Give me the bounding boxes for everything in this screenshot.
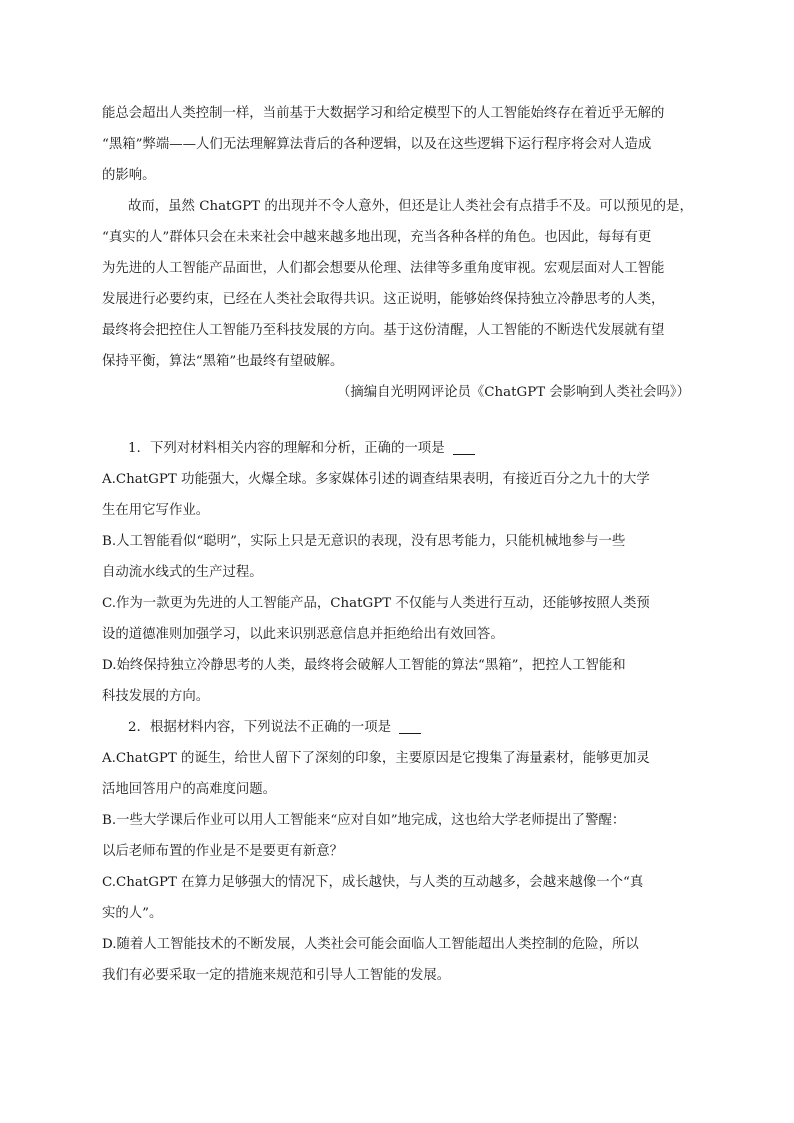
option-c [102,867,692,929]
option-line: 设的道德准则加强学习，以此来识别恶意信息并拒绝给出有效回答。 [102,627,504,642]
passage-line: 最终将会把控住人工智能乃至科技发展的方向。基于这份清醒，人工智能的不断迭代发展就有望 [102,323,665,338]
passage-paragraph-conclusion [102,191,692,377]
option-d [102,650,692,712]
passage-line: “真实的人”群体只会在未来社会中越来越多地出现，充当各种各样的角色。也因此，每每有更 [102,230,652,245]
option-line: 生在用它写作业。 [102,503,210,518]
option-d [102,929,692,991]
option-line: 活地回答用户的高难度问题。 [102,782,277,797]
question-stem [102,433,692,464]
question-2 [102,712,692,991]
question-number: 2. [128,720,141,735]
option-line: 我们有必要采取一定的措施来规范和引导人工智能的发展。 [102,968,451,983]
question-1 [102,433,692,712]
option-line: 实的人”。 [102,906,163,921]
question-number: 1. [128,441,141,456]
option-b [102,526,692,588]
option-line: 以后老师布置的作业是不是要更有新意？ [102,844,344,859]
passage-line: 的影响。 [102,168,156,183]
question-stem [102,712,692,743]
question-text: 根据材料内容，下列说法不正确的一项是 [150,720,392,735]
option-c [102,588,692,650]
section-spacer [102,408,692,433]
option-line: A.ChatGPT 的诞生，给世人留下了深刻的印象，主要原因是它搜集了海量素材，能够更加灵 [102,751,650,766]
option-line: B.一些大学课后作业可以用人工智能来“应对自如”地完成，这也给大学老师提出了警醒： [102,813,626,828]
passage-line: 发展进行必要约束，已经在人类社会取得共识。这正说明，能够始终保持独立冷静思考的人类， [102,292,665,307]
answer-blank[interactable] [399,719,421,734]
document-content [102,98,692,991]
option-a [102,743,692,805]
passage-line: 为先进的人工智能产品面世，人们都会想要从伦理、法律等多重角度审视。宏观层面对人工智能 [102,261,665,276]
option-line: A.ChatGPT 功能强大，火爆全球。多家媒体引述的调查结果表明，有接近百分之九十的大学 [102,472,650,487]
passage-line: 保持平衡，算法“黑箱”也最终有望破解。 [102,354,344,369]
question-text: 下列对材料相关内容的理解和分析，正确的一项是 [150,441,445,456]
option-line: B.人工智能看似“聪明”，实际上只是无意识的表现，没有思考能力，只能机械地参与一些 [102,534,626,549]
passage-line: 故而，虽然 ChatGPT 的出现并不令人意外，但还是让人类社会有点措手不及。可以预见的是， [128,199,693,214]
passage-line: 能总会超出人类控制一样，当前基于大数据学习和给定模型下的人工智能始终存在着近乎无解的 [102,106,665,121]
passage-paragraph-continued [102,98,692,191]
source-citation: （摘编自光明网评论员《ChatGPT 会影响到人类社会吗》） [336,385,690,400]
option-line: C.ChatGPT 在算力足够强大的情况下，成长越快，与人类的互动越多，会越来越像一个“真 [102,875,644,890]
option-line: 自动流水线式的生产过程。 [102,565,263,580]
option-line: D.随着人工智能技术的不断发展，人类社会可能会面临人工智能超出人类控制的危险，所以 [102,937,639,952]
option-line: 科技发展的方向。 [102,689,210,704]
option-b [102,805,692,867]
option-a [102,464,692,526]
passage-line: “黑箱”弊端——人们无法理解算法背后的各种逻辑，以及在这些逻辑下运行程序将会对人造成 [102,137,652,152]
option-line: D.始终保持独立冷静思考的人类，最终将会破解人工智能的算法“黑箱”，把控人工智能和 [102,658,626,673]
answer-blank[interactable] [453,440,475,455]
option-line: C.作为一款更为先进的人工智能产品，ChatGPT 不仅能与人类进行互动，还能够按照人类预 [102,596,650,611]
